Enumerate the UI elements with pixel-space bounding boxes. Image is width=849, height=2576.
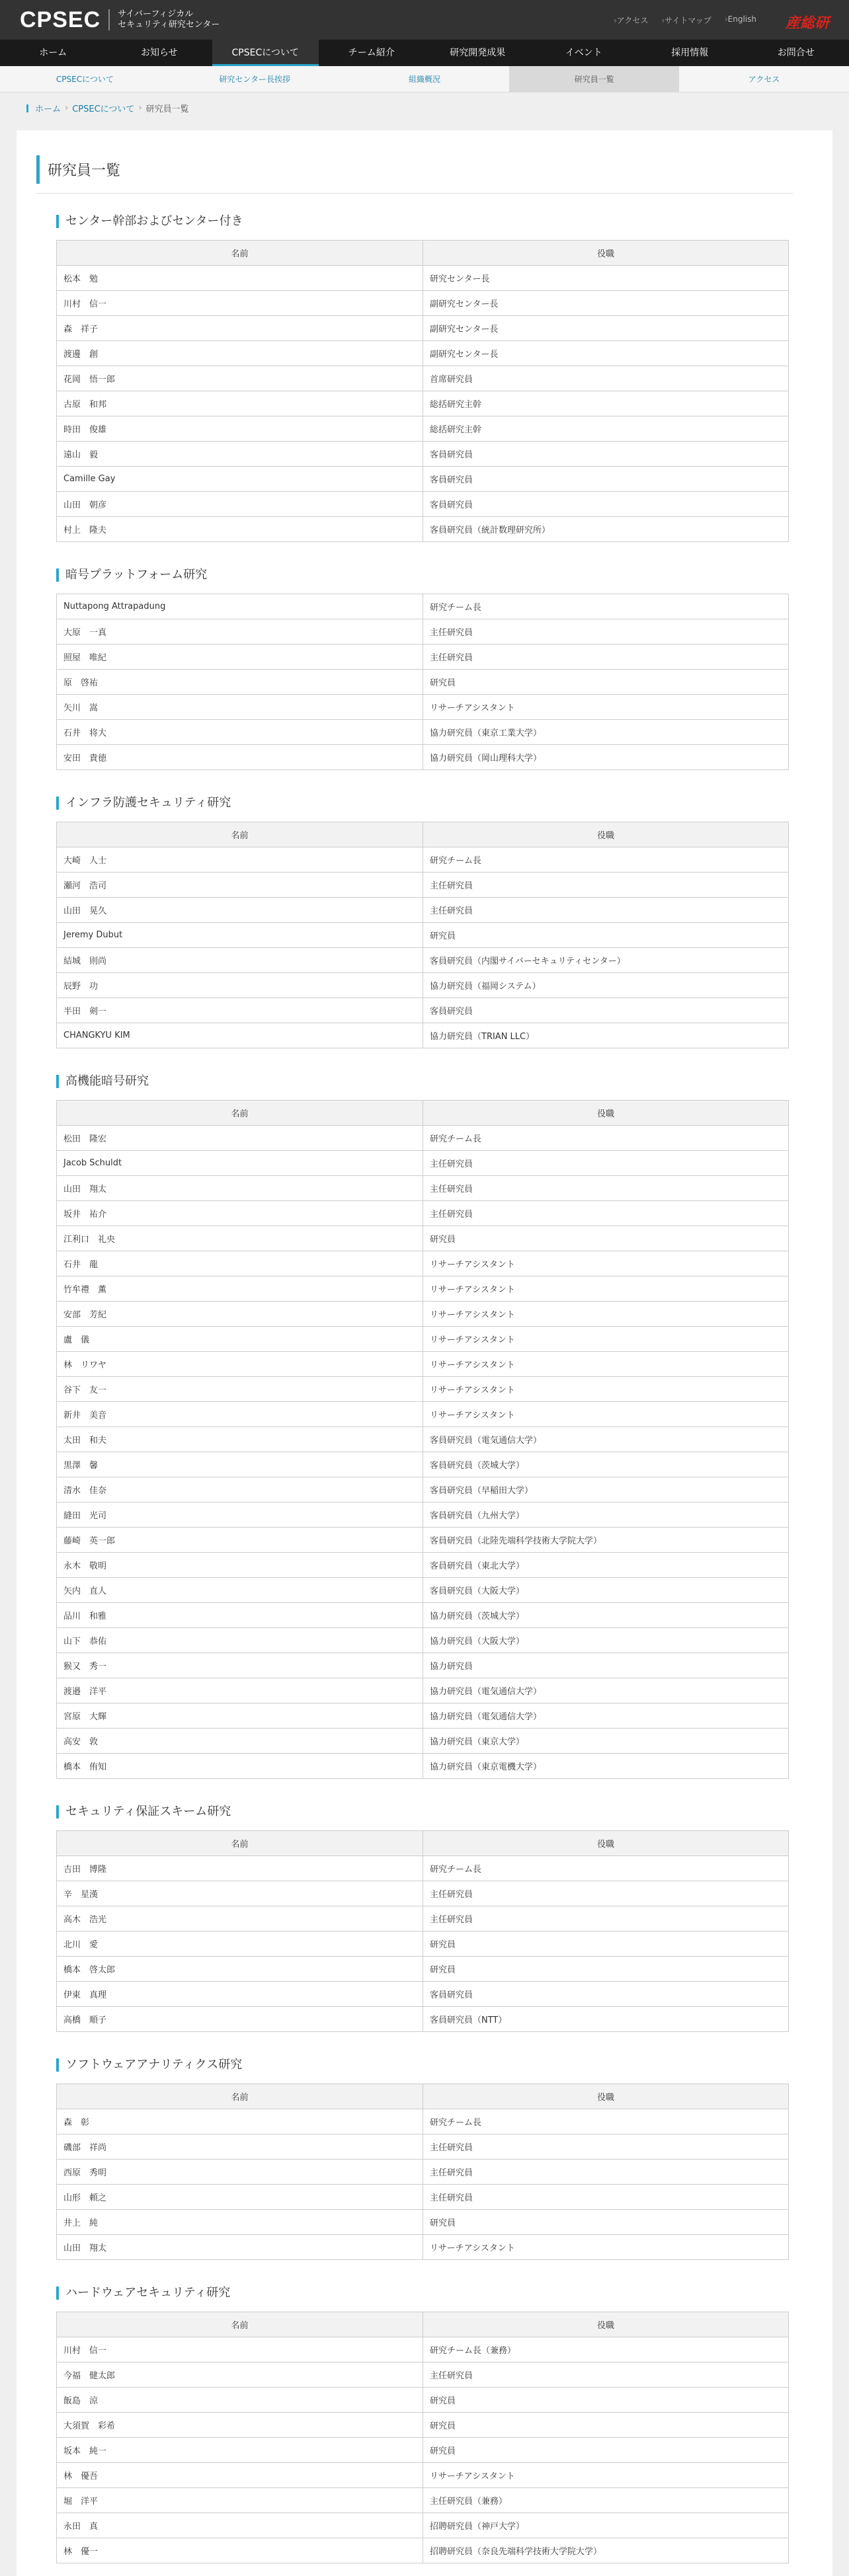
column-header-role: 役職: [423, 1831, 789, 1856]
breadcrumb-current: 研究員一覧: [146, 102, 189, 114]
researcher-name: 大原 一真: [57, 619, 423, 644]
column-header-name: 名前: [57, 241, 423, 266]
table-row: [57, 492, 789, 517]
researcher-role: 客員研究員: [423, 998, 789, 1023]
table-row: [57, 1276, 789, 1302]
section-title: セキュリティ保証スキーム研究: [56, 1805, 793, 1818]
breadcrumb-about[interactable]: CPSECについて: [72, 102, 134, 114]
researcher-name: 伊東 真理: [57, 1982, 423, 2007]
table-header-row: [57, 241, 789, 266]
gnav-news[interactable]: お知らせ: [106, 40, 213, 66]
researcher-name: 林 優一: [57, 2538, 423, 2563]
researcher-name: 結城 則尚: [57, 948, 423, 973]
table-row: [57, 416, 789, 442]
researcher-name: 山田 晃久: [57, 898, 423, 923]
researcher-role: 客員研究員（NTT）: [423, 2007, 789, 2032]
researcher-name: 石井 将大: [57, 720, 423, 745]
table-header-row: [57, 2312, 789, 2337]
researcher-name: 川村 信一: [57, 291, 423, 316]
researcher-name: 高安 敦: [57, 1729, 423, 1754]
table-row: [57, 1126, 789, 1151]
column-header-name: 名前: [57, 2312, 423, 2337]
table-row: [57, 2337, 789, 2362]
researcher-name: Jacob Schuldt: [57, 1151, 423, 1176]
researcher-name: 瀬河 浩司: [57, 873, 423, 898]
subnav-organization[interactable]: 組織概況: [340, 66, 510, 92]
researcher-name: Jeremy Dubut: [57, 923, 423, 948]
researcher-role: 主任研究員: [423, 898, 789, 923]
researcher-name: 半田 剣一: [57, 998, 423, 1023]
researcher-role: 研究員: [423, 670, 789, 695]
breadcrumb-home[interactable]: ホーム: [35, 102, 61, 114]
researcher-role: 総括研究主幹: [423, 416, 789, 442]
table-row: [57, 1377, 789, 1402]
researcher-role: 研究員: [423, 2438, 789, 2463]
logo-mark: CPSEC: [20, 9, 101, 31]
gnav-about[interactable]: CPSECについて: [212, 40, 319, 66]
table-row: [57, 1352, 789, 1377]
researcher-name: 永田 真: [57, 2513, 423, 2538]
page-title: 研究員一覧: [36, 155, 793, 184]
researcher-name: 林 リワヤ: [57, 1352, 423, 1377]
table-row: [57, 873, 789, 898]
column-header-name: 名前: [57, 1831, 423, 1856]
table-row: [57, 1452, 789, 1477]
table-row: [57, 2488, 789, 2513]
table-row: [57, 316, 789, 341]
subnav-about[interactable]: CPSECについて: [0, 66, 170, 92]
researcher-name: 堀 洋平: [57, 2488, 423, 2513]
researcher-name: 古原 和邦: [57, 391, 423, 416]
researcher-role: 協力研究員（TRIAN LLC）: [423, 1023, 789, 1048]
table-row: [57, 2185, 789, 2210]
researcher-role: リサーチアシスタント: [423, 1402, 789, 1427]
column-header-role: 役職: [423, 822, 789, 847]
aist-logo[interactable]: 産総研: [786, 12, 829, 32]
researcher-role: 客員研究員（東北大学）: [423, 1553, 789, 1578]
researcher-role: 主任研究員: [423, 2185, 789, 2210]
sub-nav: [0, 66, 849, 93]
table-row: [57, 1653, 789, 1678]
researcher-role: 協力研究員（電気通信大学）: [423, 1703, 789, 1729]
researcher-role: リサーチアシスタント: [423, 2463, 789, 2488]
breadcrumb-marker: [26, 104, 28, 112]
researcher-name: 太田 和夫: [57, 1427, 423, 1452]
table-row: [57, 1023, 789, 1048]
researcher-name: 竹牟禮 薫: [57, 1276, 423, 1302]
table-row: [57, 2362, 789, 2388]
researcher-name: 清水 佳奈: [57, 1477, 423, 1503]
table-row: [57, 1754, 789, 1779]
table-row: [57, 1302, 789, 1327]
researcher-role: 協力研究員（東京電機大学）: [423, 1754, 789, 1779]
table-row: [57, 391, 789, 416]
researcher-name: 矢川 嵩: [57, 695, 423, 720]
researcher-role: 研究員: [423, 1226, 789, 1251]
column-header-name: 名前: [57, 2084, 423, 2109]
researcher-name: 安田 貴徳: [57, 745, 423, 770]
researcher-role: 協力研究員: [423, 1653, 789, 1678]
table-row: [57, 1201, 789, 1226]
gnav-contact[interactable]: お問合せ: [743, 40, 849, 66]
researcher-name: 黒澤 馨: [57, 1452, 423, 1477]
researcher-name: 永木 敬明: [57, 1553, 423, 1578]
researcher-name: 高木 浩光: [57, 1906, 423, 1932]
gnav-teams[interactable]: チーム紹介: [319, 40, 425, 66]
researcher-role: 研究チーム長: [423, 847, 789, 873]
researcher-name: 藤崎 英一郎: [57, 1528, 423, 1553]
table-row: [57, 1957, 789, 1982]
researcher-role: 協力研究員（大阪大学）: [423, 1628, 789, 1653]
researcher-name: Camille Gay: [57, 467, 423, 492]
util-link-access[interactable]: › アクセス: [614, 15, 648, 26]
researcher-role: リサーチアシスタント: [423, 1276, 789, 1302]
table-row: [57, 923, 789, 948]
section-title: 暗号プラットフォーム研究: [56, 568, 793, 582]
researcher-name: 縫田 光司: [57, 1503, 423, 1528]
researcher-role: 研究員: [423, 923, 789, 948]
researcher-role: 首席研究員: [423, 366, 789, 391]
table-row: [57, 2538, 789, 2563]
breadcrumb-separator: ›: [65, 103, 68, 113]
table-row: [57, 341, 789, 366]
researcher-role: 副研究センター長: [423, 341, 789, 366]
table-row: [57, 467, 789, 492]
researcher-name: 矢内 直人: [57, 1578, 423, 1603]
researcher-name: 松本 勉: [57, 266, 423, 291]
table-row: [57, 847, 789, 873]
table-row: [57, 266, 789, 291]
table-row: [57, 1251, 789, 1276]
researcher-name: 山田 朝彦: [57, 492, 423, 517]
researcher-name: 今福 健太郎: [57, 2362, 423, 2388]
researcher-name: 磯部 祥尚: [57, 2134, 423, 2160]
researcher-name: 宮原 大輝: [57, 1703, 423, 1729]
researcher-role: 研究チーム長: [423, 594, 789, 619]
researcher-role: 協力研究員（福岡システム）: [423, 973, 789, 998]
table-row: [57, 594, 789, 619]
main-content: [17, 130, 832, 2576]
researcher-role: 研究員: [423, 1932, 789, 1957]
researcher-table: [56, 2312, 789, 2563]
researcher-name: CHANGKYU KIM: [57, 1023, 423, 1048]
researcher-name: 山田 翔太: [57, 1176, 423, 1201]
researcher-role: 客員研究員（九州大学）: [423, 1503, 789, 1528]
researcher-name: 井上 純: [57, 2210, 423, 2235]
table-row: [57, 1528, 789, 1553]
researcher-role: 協力研究員（岡山理科大学）: [423, 745, 789, 770]
table-row: [57, 2134, 789, 2160]
table-header-row: [57, 1831, 789, 1856]
researcher-role: 副研究センター長: [423, 291, 789, 316]
column-header-role: 役職: [423, 241, 789, 266]
researcher-role: 客員研究員（大阪大学）: [423, 1578, 789, 1603]
researcher-role: リサーチアシスタント: [423, 695, 789, 720]
researcher-name: 山形 頼之: [57, 2185, 423, 2210]
researcher-name: 川村 信一: [57, 2337, 423, 2362]
researcher-name: Nuttapong Attrapadung: [57, 594, 423, 619]
gnav-recruit[interactable]: 採用情報: [637, 40, 743, 66]
table-row: [57, 1703, 789, 1729]
researcher-role: リサーチアシスタント: [423, 1377, 789, 1402]
researcher-role: 研究チーム長: [423, 2109, 789, 2134]
researcher-name: 江利口 礼央: [57, 1226, 423, 1251]
researcher-role: 協力研究員（東京工業大学）: [423, 720, 789, 745]
table-row: [57, 745, 789, 770]
table-row: [57, 2007, 789, 2032]
subnav-researchers[interactable]: 研究員一覧: [509, 66, 679, 92]
researcher-name: 坂井 祐介: [57, 1201, 423, 1226]
column-header-role: 役職: [423, 2084, 789, 2109]
researcher-name: 山下 恭佑: [57, 1628, 423, 1653]
researcher-table: [56, 2084, 789, 2260]
title-divider: [36, 193, 793, 194]
researcher-role: 客員研究員（茨城大学）: [423, 1452, 789, 1477]
researcher-name: 渡邊 創: [57, 341, 423, 366]
researcher-name: 森 祥子: [57, 316, 423, 341]
researcher-role: 副研究センター長: [423, 316, 789, 341]
researcher-role: 主任研究員: [423, 2160, 789, 2185]
researcher-role: 研究チーム長（兼務）: [423, 2337, 789, 2362]
table-row: [57, 1226, 789, 1251]
table-row: [57, 898, 789, 923]
researcher-name: 石井 龍: [57, 1251, 423, 1276]
global-nav: [0, 40, 849, 66]
breadcrumb-separator: ›: [138, 103, 142, 113]
table-header-row: [57, 822, 789, 847]
table-row: [57, 291, 789, 316]
table-row: [57, 1603, 789, 1628]
researcher-name: 坂本 純一: [57, 2438, 423, 2463]
researcher-role: 主任研究員: [423, 619, 789, 644]
researcher-name: 原 啓祐: [57, 670, 423, 695]
researcher-role: 客員研究員: [423, 442, 789, 467]
researcher-role: 主任研究員（兼務）: [423, 2488, 789, 2513]
table-row: [57, 2235, 789, 2260]
table-row: [57, 619, 789, 644]
researcher-role: 客員研究員: [423, 1982, 789, 2007]
researcher-name: 飯島 涼: [57, 2388, 423, 2413]
subnav-greeting[interactable]: 研究センター長挨拶: [170, 66, 340, 92]
researcher-role: 客員研究員: [423, 467, 789, 492]
table-row: [57, 1906, 789, 1932]
researcher-table: [56, 1100, 789, 1779]
util-link-english[interactable]: › English: [725, 15, 756, 26]
utility-links: [614, 15, 756, 26]
column-header-role: 役職: [423, 2312, 789, 2337]
table-row: [57, 2388, 789, 2413]
table-row: [57, 695, 789, 720]
researcher-role: 主任研究員: [423, 644, 789, 670]
researcher-name: 村上 隆夫: [57, 517, 423, 542]
researcher-role: 客員研究員（北陸先端科学技術大学院大学）: [423, 1528, 789, 1553]
researcher-name: 辰野 功: [57, 973, 423, 998]
researcher-role: 客員研究員: [423, 492, 789, 517]
researcher-name: 北川 愛: [57, 1932, 423, 1957]
table-row: [57, 1503, 789, 1528]
table-row: [57, 1176, 789, 1201]
table-row: [57, 998, 789, 1023]
table-row: [57, 1327, 789, 1352]
researcher-role: 主任研究員: [423, 1151, 789, 1176]
table-row: [57, 1151, 789, 1176]
table-row: [57, 517, 789, 542]
researcher-name: 遠山 毅: [57, 442, 423, 467]
researcher-role: 研究チーム長: [423, 1126, 789, 1151]
researcher-name: 谷下 友一: [57, 1377, 423, 1402]
researcher-name: 林 優吾: [57, 2463, 423, 2488]
table-row: [57, 720, 789, 745]
researcher-role: リサーチアシスタント: [423, 1251, 789, 1276]
researcher-name: 猴又 秀一: [57, 1653, 423, 1678]
section-title: ソフトウェアアナリティクス研究: [56, 2058, 793, 2072]
researcher-name: 照屋 唯紀: [57, 644, 423, 670]
researcher-role: リサーチアシスタント: [423, 1302, 789, 1327]
cpsec-logo[interactable]: [20, 9, 220, 31]
researcher-name: 大須賀 彩希: [57, 2413, 423, 2438]
researcher-role: 協力研究員（電気通信大学）: [423, 1678, 789, 1703]
researcher-role: リサーチアシスタント: [423, 1327, 789, 1352]
table-row: [57, 670, 789, 695]
researcher-role: 招聘研究員（奈良先端科学技術大学院大学）: [423, 2538, 789, 2563]
researcher-role: 研究員: [423, 2413, 789, 2438]
table-row: [57, 1553, 789, 1578]
table-row: [57, 1678, 789, 1703]
researcher-role: 主任研究員: [423, 2134, 789, 2160]
researcher-table: [56, 1830, 789, 2032]
table-row: [57, 1578, 789, 1603]
section-title: ハードウェアセキュリティ研究: [56, 2286, 793, 2300]
table-row: [57, 1932, 789, 1957]
researcher-name: 松田 隆宏: [57, 1126, 423, 1151]
researcher-role: 客員研究員（内閣サイバーセキュリティセンター）: [423, 948, 789, 973]
logo-divider: [108, 9, 110, 30]
table-row: [57, 644, 789, 670]
researcher-role: 主任研究員: [423, 873, 789, 898]
researcher-name: 西原 秀明: [57, 2160, 423, 2185]
table-row: [57, 2210, 789, 2235]
table-row: [57, 2513, 789, 2538]
researcher-table: [56, 240, 789, 542]
table-row: [57, 2438, 789, 2463]
table-row: [57, 2160, 789, 2185]
researcher-role: 研究員: [423, 2210, 789, 2235]
researcher-name: 吉田 博隆: [57, 1856, 423, 1881]
researcher-name: 花岡 悟一郎: [57, 366, 423, 391]
researcher-name: 山田 翔太: [57, 2235, 423, 2260]
researcher-role: 協力研究員（茨城大学）: [423, 1603, 789, 1628]
researcher-name: 安部 芳紀: [57, 1302, 423, 1327]
researcher-role: 客員研究員（電気通信大学）: [423, 1427, 789, 1452]
logo-subtitle: サイバーフィジカル セキュリティ研究センター: [118, 9, 220, 30]
table-row: [57, 2109, 789, 2134]
breadcrumb: [0, 93, 849, 124]
researcher-name: 高橋 順子: [57, 2007, 423, 2032]
researcher-name: 盧 儀: [57, 1327, 423, 1352]
researcher-role: 研究員: [423, 2388, 789, 2413]
column-header-role: 役職: [423, 1101, 789, 1126]
column-header-name: 名前: [57, 822, 423, 847]
researcher-name: 大崎 人士: [57, 847, 423, 873]
researcher-role: 主任研究員: [423, 1176, 789, 1201]
table-row: [57, 1856, 789, 1881]
researcher-name: 橋本 啓太郎: [57, 1957, 423, 1982]
table-row: [57, 1729, 789, 1754]
table-row: [57, 1982, 789, 2007]
gnav-home[interactable]: ホーム: [0, 40, 106, 66]
researcher-role: 研究チーム長: [423, 1856, 789, 1881]
section-title: 高機能暗号研究: [56, 1075, 793, 1088]
researcher-role: 客員研究員（早稲田大学）: [423, 1477, 789, 1503]
researcher-name: 新井 美音: [57, 1402, 423, 1427]
researcher-name: 時田 俊雄: [57, 416, 423, 442]
sections-container: [36, 215, 793, 2563]
researcher-role: 客員研究員（統計数理研究所）: [423, 517, 789, 542]
table-row: [57, 442, 789, 467]
researcher-role: 主任研究員: [423, 2362, 789, 2388]
researcher-role: リサーチアシスタント: [423, 1352, 789, 1377]
util-link-sitemap[interactable]: › サイトマップ: [661, 15, 711, 26]
researcher-role: 総括研究主幹: [423, 391, 789, 416]
table-row: [57, 1477, 789, 1503]
researcher-name: 森 彰: [57, 2109, 423, 2134]
researcher-role: 協力研究員（東京大学）: [423, 1729, 789, 1754]
table-row: [57, 973, 789, 998]
table-row: [57, 2463, 789, 2488]
researcher-name: 橋本 侑知: [57, 1754, 423, 1779]
researcher-role: 主任研究員: [423, 1201, 789, 1226]
table-header-row: [57, 2084, 789, 2109]
table-row: [57, 1881, 789, 1906]
researcher-name: 渡邉 洋平: [57, 1678, 423, 1703]
researcher-table: [56, 822, 789, 1048]
researcher-role: 研究員: [423, 1957, 789, 1982]
researcher-role: 研究センター長: [423, 266, 789, 291]
subnav-access[interactable]: アクセス: [679, 66, 849, 92]
researcher-name: 品川 和雅: [57, 1603, 423, 1628]
section-title: センター幹部およびセンター付き: [56, 215, 793, 228]
table-row: [57, 2413, 789, 2438]
site-header: [0, 0, 849, 40]
researcher-role: 主任研究員: [423, 1906, 789, 1932]
researcher-name: 辛 星漢: [57, 1881, 423, 1906]
researcher-role: リサーチアシスタント: [423, 2235, 789, 2260]
researcher-role: 主任研究員: [423, 1881, 789, 1906]
researcher-table: [56, 594, 789, 770]
table-header-row: [57, 1101, 789, 1126]
table-row: [57, 1427, 789, 1452]
column-header-name: 名前: [57, 1101, 423, 1126]
table-row: [57, 948, 789, 973]
table-row: [57, 366, 789, 391]
gnav-results[interactable]: 研究開発成果: [425, 40, 531, 66]
researcher-role: 招聘研究員（神戸大学）: [423, 2513, 789, 2538]
table-row: [57, 1628, 789, 1653]
gnav-events[interactable]: イベント: [531, 40, 637, 66]
section-title: インフラ防護セキュリティ研究: [56, 797, 793, 810]
table-row: [57, 1402, 789, 1427]
